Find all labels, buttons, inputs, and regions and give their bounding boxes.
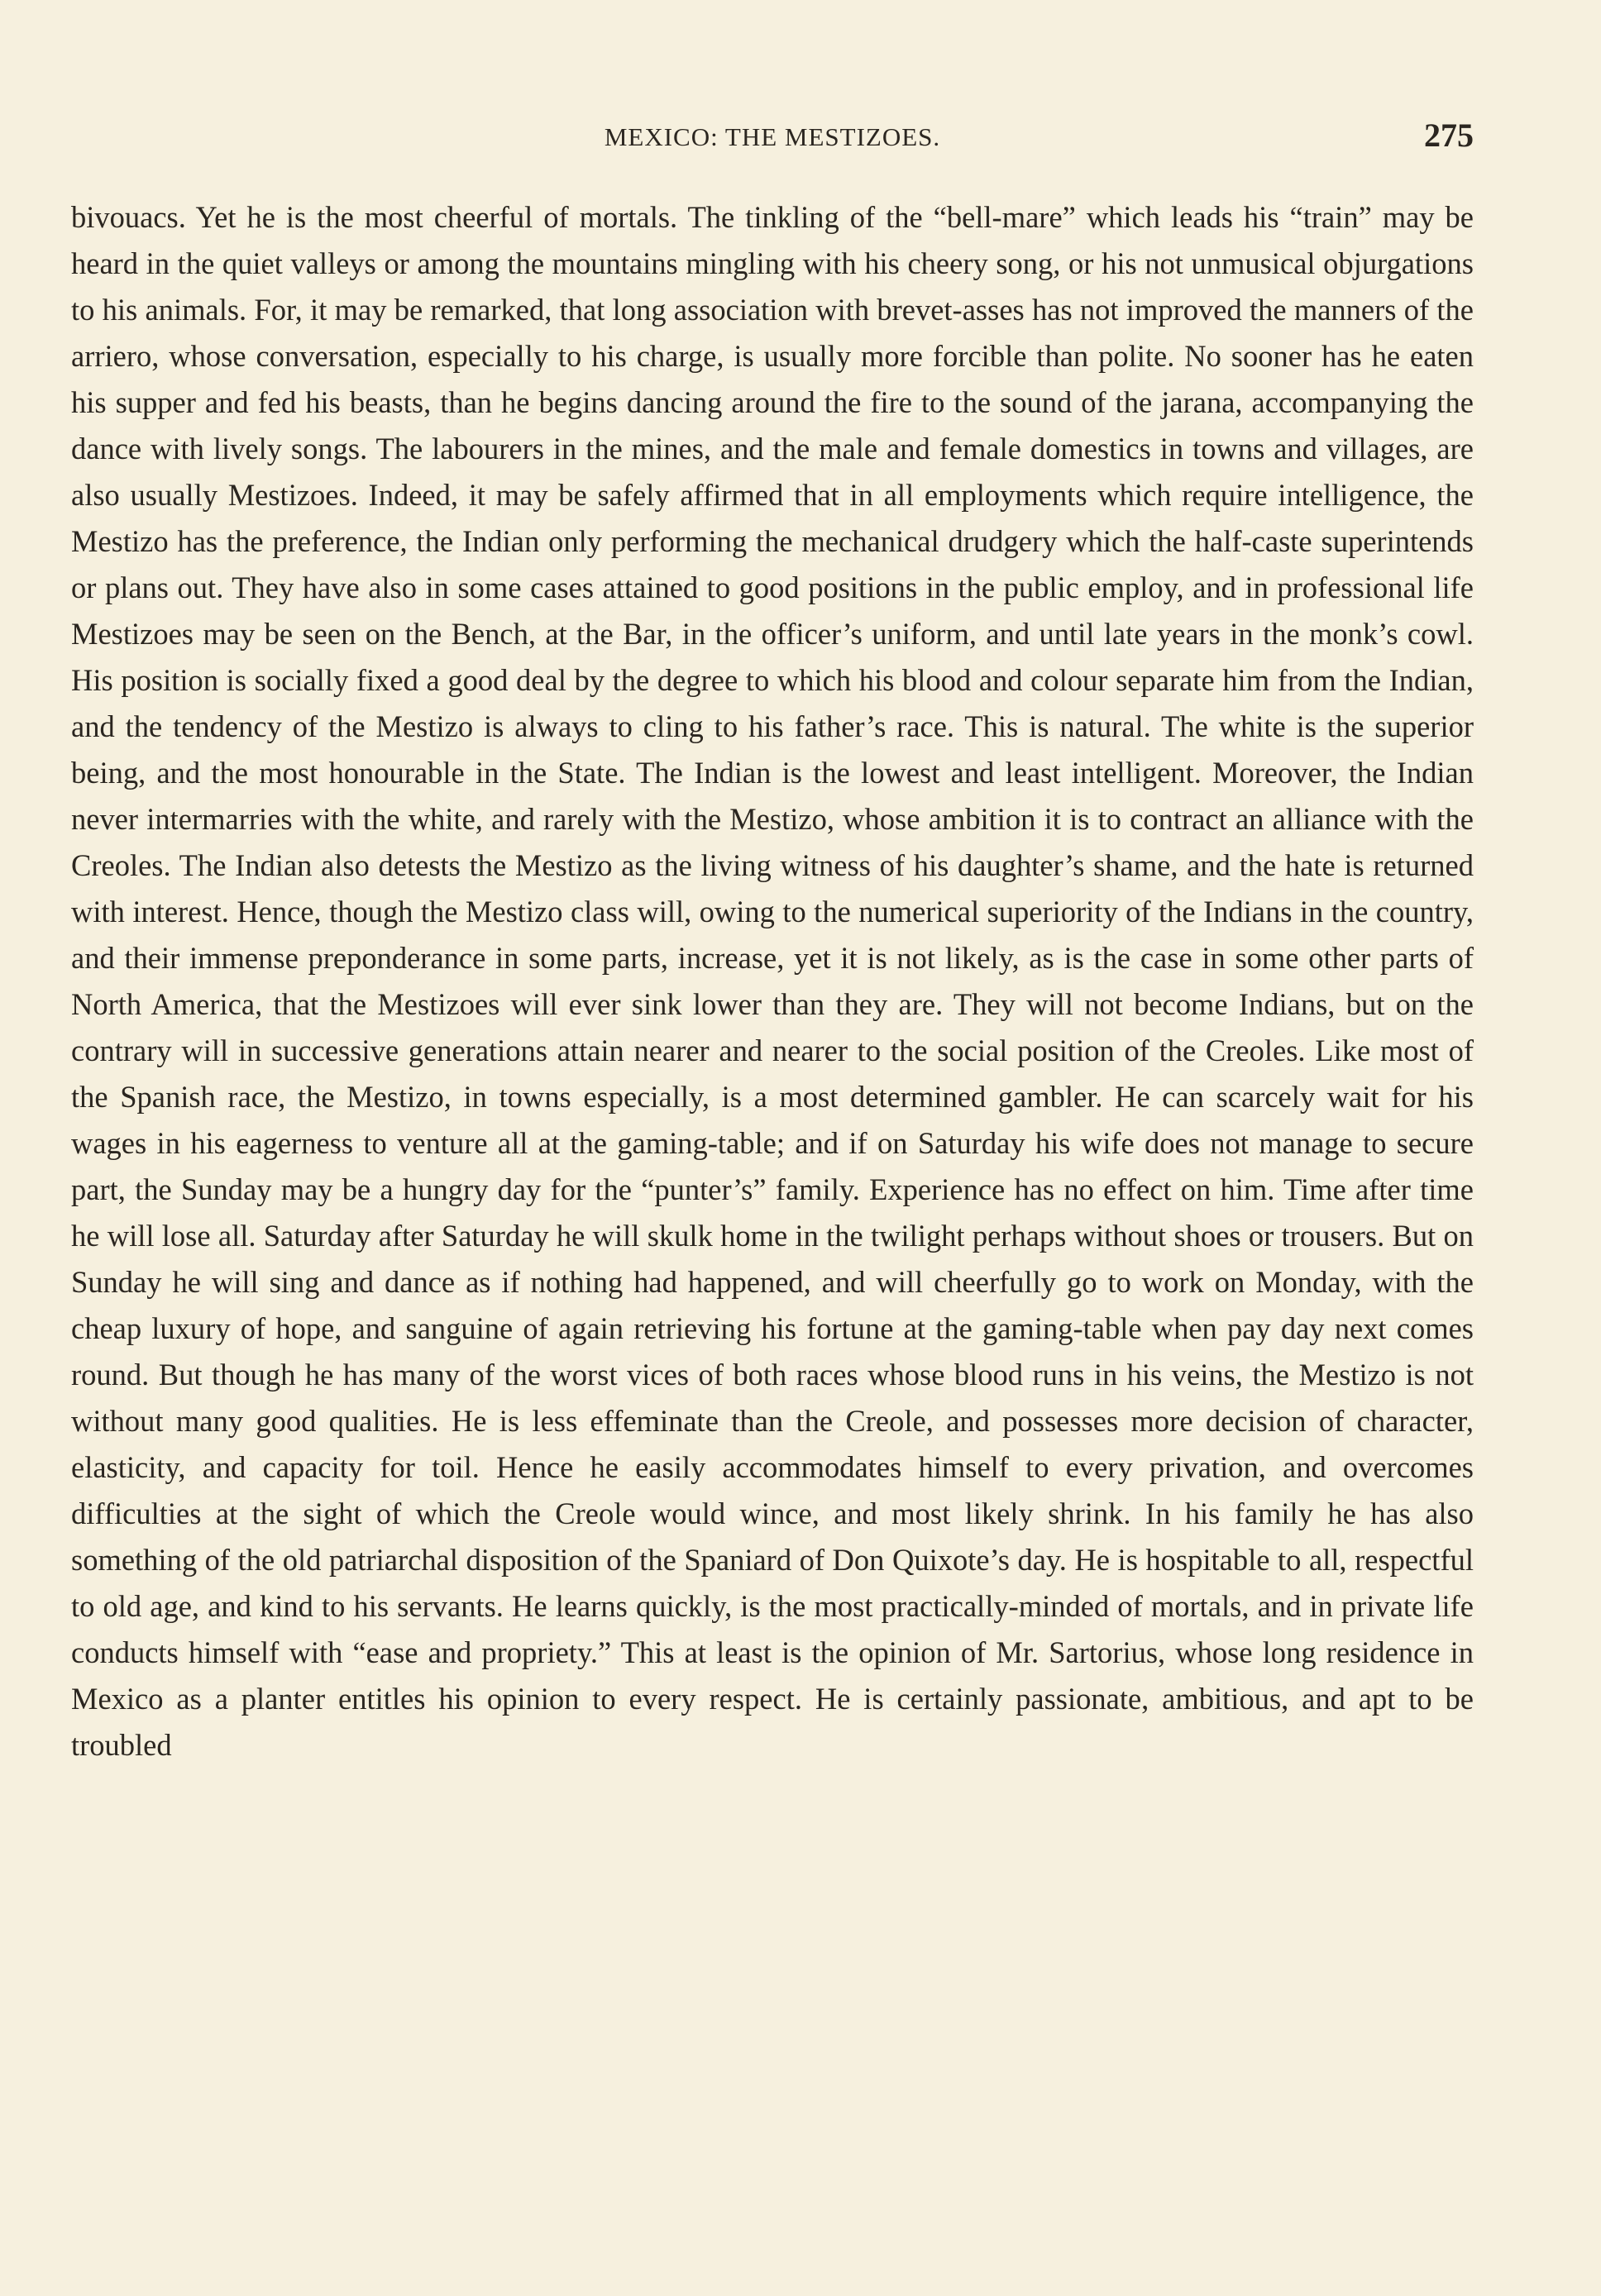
body-paragraph: bivouacs. Yet he is the most cheerful of mortals. The tinkling of the “bell-mare” which leads his “train” may be heard in the quiet valleys or among the mountains mingling with his cheery song, or his not unmusical objurgations to his animals. For, it may be remarked, that long association with brevet-asses has not improved the manners of the arriero, whose conversation, especially to his charge, is usually more forcible than polite. No sooner has he eaten his supper and fed his beasts, than he begins dancing around the fire to the sound of the jarana, accompanying the dance with lively songs. The labourers in the mines, and the male and female domestics in towns and villages, are also usually Mestizoes. Indeed, it may be safely affirmed that in all employments which require intelligence, the Mestizo has the preference, the Indian only performing the mechanical drudgery which the half-caste superintends or plans out. They have also in some cases attained to good positions in the public employ, and in professional life Mestizoes may be seen on the Bench, at the Bar, in the officer’s uniform, and until late years in the monk’s cowl. His position is socially fixed a good deal by the degree to which his blood and colour separate him from the Indian, and the tendency of the Mestizo is always to cling to his father’s race. This is natural. The white is the superior being, and the most honourable in the State. The Indian is the lowest and least intelligent. Moreover, the Indian never intermarries with the white, and rarely with the Mestizo, whose ambition it is to contract an alliance with the Creoles. The Indian also detests the Mestizo as the living witness of his daughter’s shame, and the hate is returned with interest. Hence, though the Mestizo class will, owing to the numerical superiority of the Indians in the country, and their immense preponderance in some parts, increase, yet it is not likely, as is the case in some other parts of North America, that the Mestizoes will ever sink lower than they are. They will not become Indians, but on the contrary will in successive generations attain nearer and nearer to the social position of the Creoles. Like most of the Spanish race, the Mestizo, in towns especially, is a most determined gambler. He can scarcely wait for his wages in his eagerness to venture all at the gaming-table; and if on Saturday his wife does not manage to secure part, the Sunday may be a hungry day for the “punter’s” family. Experience has no effect on him. Time after time he will lose all. Saturday after Saturday he will skulk home in the twilight perhaps without shoes or trousers. But on Sunday he will sing and dance as if nothing had happened, and will cheerfully go to work on Monday, with the cheap luxury of hope, and sanguine of again retrieving his fortune at the gaming-table when pay day next comes round. But though he has many of the worst vices of both races whose blood runs in his veins, the Mestizo is not without many good qualities. He is less effeminate than the Creole, and possesses more decision of character, elasticity, and capacity for toil. Hence he easily accommodates himself to every privation, and overcomes difficulties at the sight of which the Creole would wince, and most likely shrink. In his family he has also something of the old patriarchal disposition of the Spaniard of Don Quixote’s day. He is hospitable to all, respectful to old age, and kind to his servants. He learns quickly, is the most practically-minded of mortals, and in private life conducts himself with “ease and propriety.” This at least is the opinion of Mr. Sartorius, whose long residence in Mexico as a planter entitles his opinion to every respect. He is certainly passionate, ambitious, and apt to be troubled xyxy=(71,200,1474,1762)
page-number: 275 xyxy=(1424,117,1474,154)
running-title: MEXICO: THE MESTIZOES. xyxy=(604,122,941,151)
running-header xyxy=(71,117,1474,162)
